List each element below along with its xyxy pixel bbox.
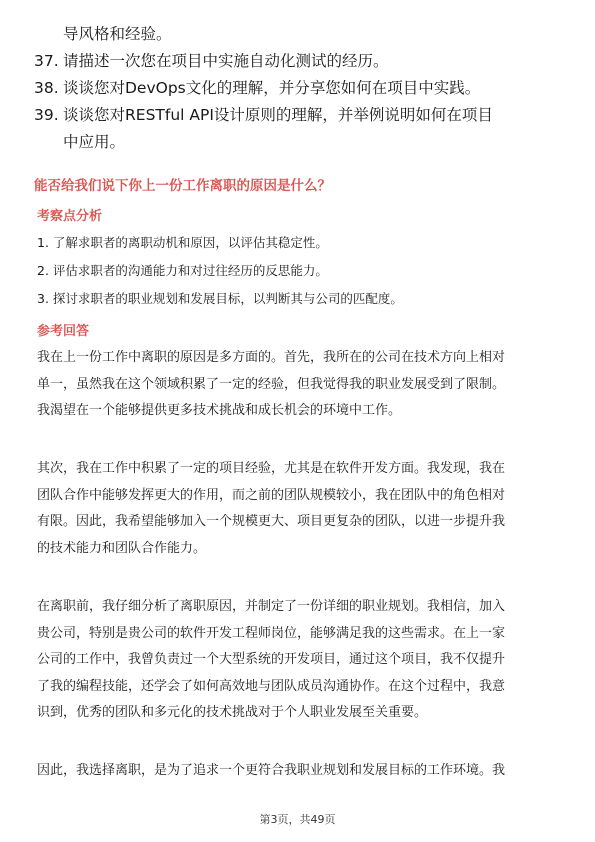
paragraph-line: 贵公司，特别是贵公司的软件开发工程师岗位，能够满足我的这些需求。在上一家 (37, 625, 506, 641)
analysis-item: 2. 评估求职者的沟通能力和对过往经历的反思能力。 (37, 263, 328, 278)
question-item (34, 75, 564, 102)
paragraph-line: 识到，优秀的团队和多元化的技术挑战对于个人职业发展至关重要。 (37, 705, 428, 721)
analysis-item: 1. 了解求职者的离职动机和原因，以评估其稳定性。 (37, 235, 328, 250)
paragraph-line: 公司的工作中，我曾负责过一个大型系统的开发项目，通过这个项目，我不仅提升 (37, 652, 506, 668)
paragraph-line: 的技术能力和团队合作能力。 (37, 540, 207, 556)
question-number: 39. (34, 106, 59, 124)
question-text: 导风格和经验。 (63, 25, 172, 43)
interview-question-heading: 能否给我们说下你上一份工作离职的原因是什么？ (34, 178, 331, 194)
paragraph-line: 其次，我在工作中积累了一定的项目经验，尤其是在软件开发方面。我发现，我在 (37, 461, 506, 476)
question-text: 中应用。 (63, 133, 126, 151)
question-number: 38. (34, 79, 59, 97)
question-text: 谈谈您对DevOps文化的理解，并分享您如何在项目中实践。 (63, 79, 481, 97)
question-list (34, 21, 564, 156)
paragraph-line: 因此，我选择离职，是为了追求一个更符合我职业规划和发展目标的工作环境。我 (37, 763, 506, 778)
analysis-heading: 考察点分析 (37, 209, 103, 224)
answer-paragraph (37, 758, 567, 785)
question-text: 谈谈您对RESTful API设计原则的理解，并举例说明如何在项目 (63, 106, 493, 124)
question-text: 请描述一次您在项目中实施自动化测试的经历。 (63, 52, 389, 70)
answer-paragraph (37, 594, 567, 727)
paragraph-line: 在离职前，我仔细分析了离职原因，并制定了一份详细的职业规划。我相信，加入 (37, 599, 506, 614)
paragraph-line: 单一，虽然我在这个领域积累了一定的经验，但我觉得我的职业发展受到了限制。 (37, 376, 506, 392)
analysis-item: 3. 探讨求职者的职业规划和发展目标，以判断其与公司的匹配度。 (37, 291, 403, 306)
paragraph-line: 有限。因此，我希望能够加入一个规模更大、项目更复杂的团队，以进一步提升我 (37, 514, 506, 530)
page-number-footer: 第3页，共49页 (259, 813, 336, 826)
question-item (34, 48, 564, 75)
question-item (34, 102, 564, 129)
question-number: 37. (34, 52, 59, 70)
question-continuation (34, 129, 564, 156)
paragraph-line: 我渴望在一个能够提供更多技术挑战和成长机会的环境中工作。 (37, 403, 402, 419)
answer-heading: 参考回答 (37, 324, 90, 339)
analysis-list (37, 229, 567, 313)
answer-paragraph (37, 456, 567, 562)
question-continuation (34, 21, 564, 48)
paragraph-line: 我在上一份工作中离职的原因是多方面的。首先，我所在的公司在技术方向上相对 (37, 350, 506, 365)
answer-paragraph (37, 345, 567, 425)
paragraph-line: 团队合作中能够发挥更大的作用，而之前的团队规模较小，我在团队中的角色相对 (37, 487, 506, 503)
paragraph-line: 了我的编程技能，还学会了如何高效地与团队成员沟通协作。在这个过程中，我意 (37, 678, 506, 694)
